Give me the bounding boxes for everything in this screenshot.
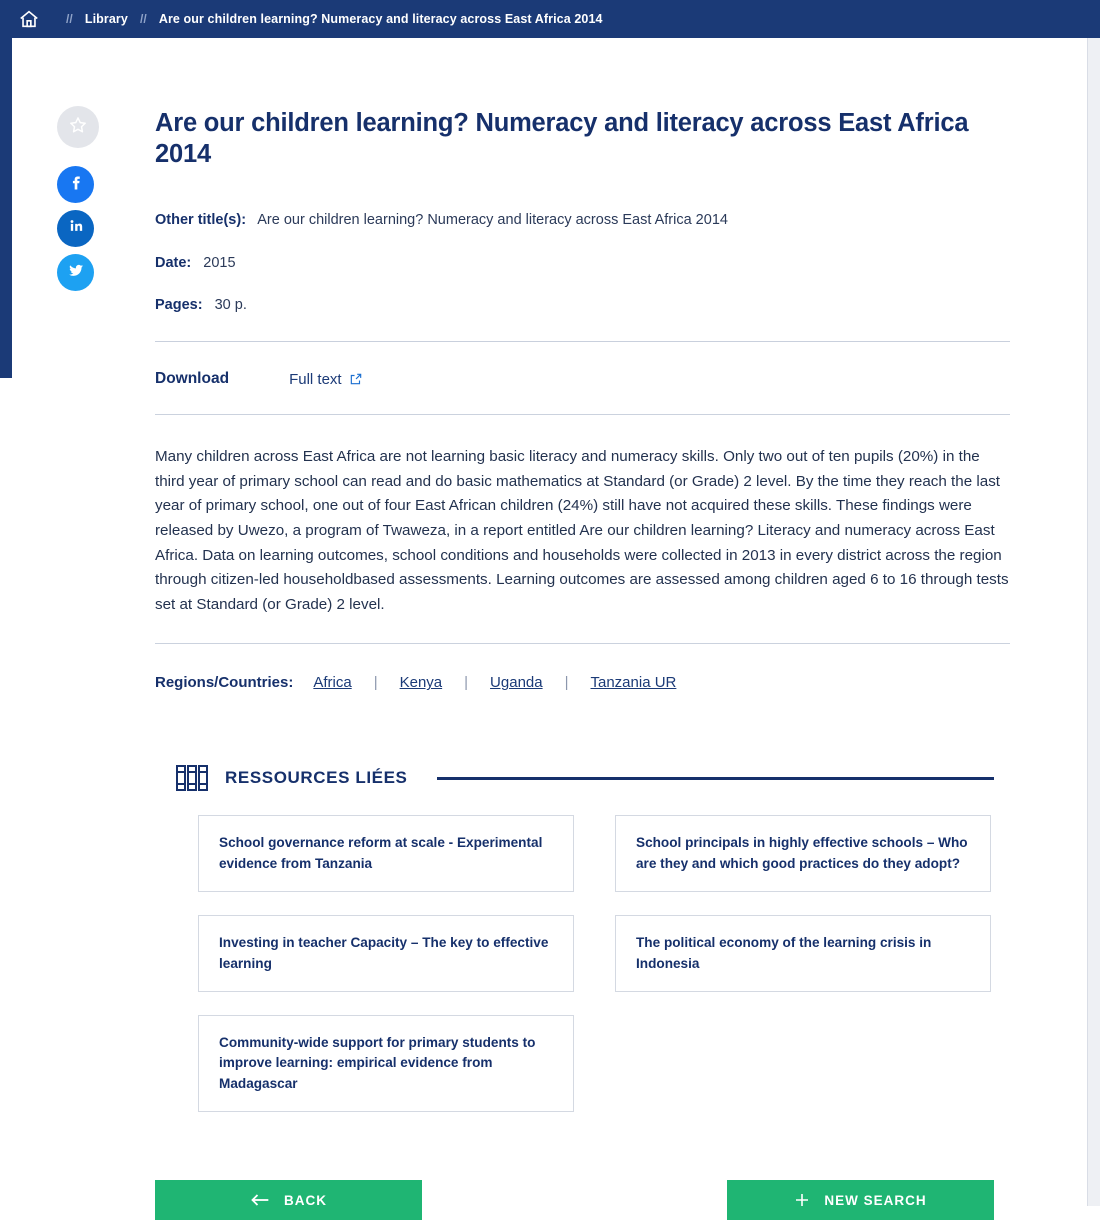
- record-main: [155, 98, 1010, 1220]
- linkedin-icon: [66, 216, 86, 241]
- region-separator: |: [464, 674, 469, 692]
- region-link-uganda[interactable]: Uganda: [490, 674, 543, 692]
- new-search-button[interactable]: [727, 1180, 994, 1220]
- external-link-icon: [349, 372, 363, 386]
- social-share-rail: [57, 106, 117, 298]
- metadata-row-date: [155, 253, 1010, 273]
- page-title: Are our children learning? Numeracy and literacy across East Africa 2014: [155, 109, 969, 169]
- breadcrumb-current: Are our children learning? Numeracy and literacy across East Africa 2014: [158, 12, 603, 26]
- related-resource-card[interactable]: The political economy of the learning crisis in Indonesia: [615, 915, 991, 992]
- related-heading-rule: [437, 777, 994, 780]
- download-label: Download: [155, 370, 230, 388]
- related-resource-card[interactable]: Investing in teacher Capacity – The key to effective learning: [198, 915, 574, 992]
- related-resource-card[interactable]: School governance reform at scale - Experimental evidence from Tanzania: [198, 815, 574, 892]
- home-icon[interactable]: [18, 8, 40, 30]
- related-resources-grid: [198, 815, 1010, 1135]
- metadata-row-pages: [155, 295, 1010, 315]
- download-section: [155, 370, 1010, 388]
- region-link-africa[interactable]: Africa: [313, 674, 352, 692]
- metadata-row-other-title: [155, 210, 1010, 230]
- twitter-icon: [66, 260, 86, 285]
- related-resource-card[interactable]: Community-wide support for primary students to improve learning: empirical evidence from Madagascar: [198, 1015, 574, 1112]
- share-facebook-button[interactable]: [57, 166, 94, 203]
- facebook-icon: [66, 172, 86, 197]
- breadcrumb-link-library[interactable]: Library: [84, 12, 128, 26]
- related-column-left: [198, 815, 574, 1135]
- breadcrumb-separator-1: //: [66, 12, 73, 26]
- regions-label: Regions/Countries:: [155, 674, 294, 692]
- related-resource-card[interactable]: School principals in highly effective schools – Who are they and which good practices do they adopt?: [615, 815, 991, 892]
- breadcrumb-separator-2: //: [139, 12, 147, 26]
- related-column-right: [615, 815, 991, 1135]
- region-separator: |: [373, 674, 378, 692]
- regions-section: [155, 674, 1010, 691]
- divider-above-download: [155, 341, 1010, 342]
- star-icon: [68, 115, 88, 140]
- footer-actions: [155, 1180, 1010, 1220]
- divider-below-download: [155, 414, 1010, 415]
- region-separator: |: [564, 674, 569, 692]
- record-card: [12, 38, 1088, 1206]
- region-link-kenya[interactable]: Kenya: [399, 674, 443, 692]
- abstract-text: Many children across East Africa are not learning basic literacy and numeracy skills. Only two out of ten pupils (20%) in the third year of primary school can read and do basic mathematics at Standard (or Grade) 2 level. By the time they reach the last year of primary school, one out of four East African children (24%) still have not acquired these skills. These findings were released by Uwezo, a program of Twaweza, in a report entitled Are our children learning? Literacy and numeracy across East Africa. Data on learning outcomes, school conditions and households were collected in 2013 in every district across the region through citizen-led householdbased assessments. Learning outcomes are assessed among children aged 6 to 16 through tests set at Standard (or Grade) 2 level.: [155, 448, 1009, 613]
- related-resources-title: RESSOURCES LIÉES: [225, 768, 408, 788]
- divider-above-regions: [155, 643, 1010, 644]
- related-resources-header: [175, 763, 1010, 793]
- share-twitter-button[interactable]: [57, 254, 94, 291]
- books-icon: [175, 763, 209, 793]
- back-button-label: BACK: [284, 1192, 327, 1208]
- arrow-left-icon: [250, 1193, 270, 1207]
- breadcrumb: [0, 0, 1100, 38]
- metadata-label: Date:: [155, 254, 192, 271]
- full-text-label: Full text: [289, 370, 342, 388]
- metadata-label: Other title(s):: [155, 212, 247, 229]
- share-linkedin-button[interactable]: [57, 210, 94, 247]
- left-accent-strip: [0, 38, 12, 378]
- page-wrapper: [0, 38, 1100, 1206]
- metadata-value: 30 p.: [214, 296, 247, 313]
- metadata-value: Are our children learning? Numeracy and literacy across East Africa 2014: [257, 212, 728, 229]
- favorite-button[interactable]: [57, 106, 99, 148]
- right-gutter: [1088, 38, 1100, 1206]
- back-button[interactable]: [155, 1180, 422, 1220]
- region-link-tanzania[interactable]: Tanzania UR: [590, 674, 677, 692]
- metadata-label: Pages:: [155, 296, 203, 313]
- new-search-button-label: NEW SEARCH: [824, 1192, 927, 1208]
- metadata-value: 2015: [203, 254, 236, 271]
- full-text-link[interactable]: [289, 371, 363, 388]
